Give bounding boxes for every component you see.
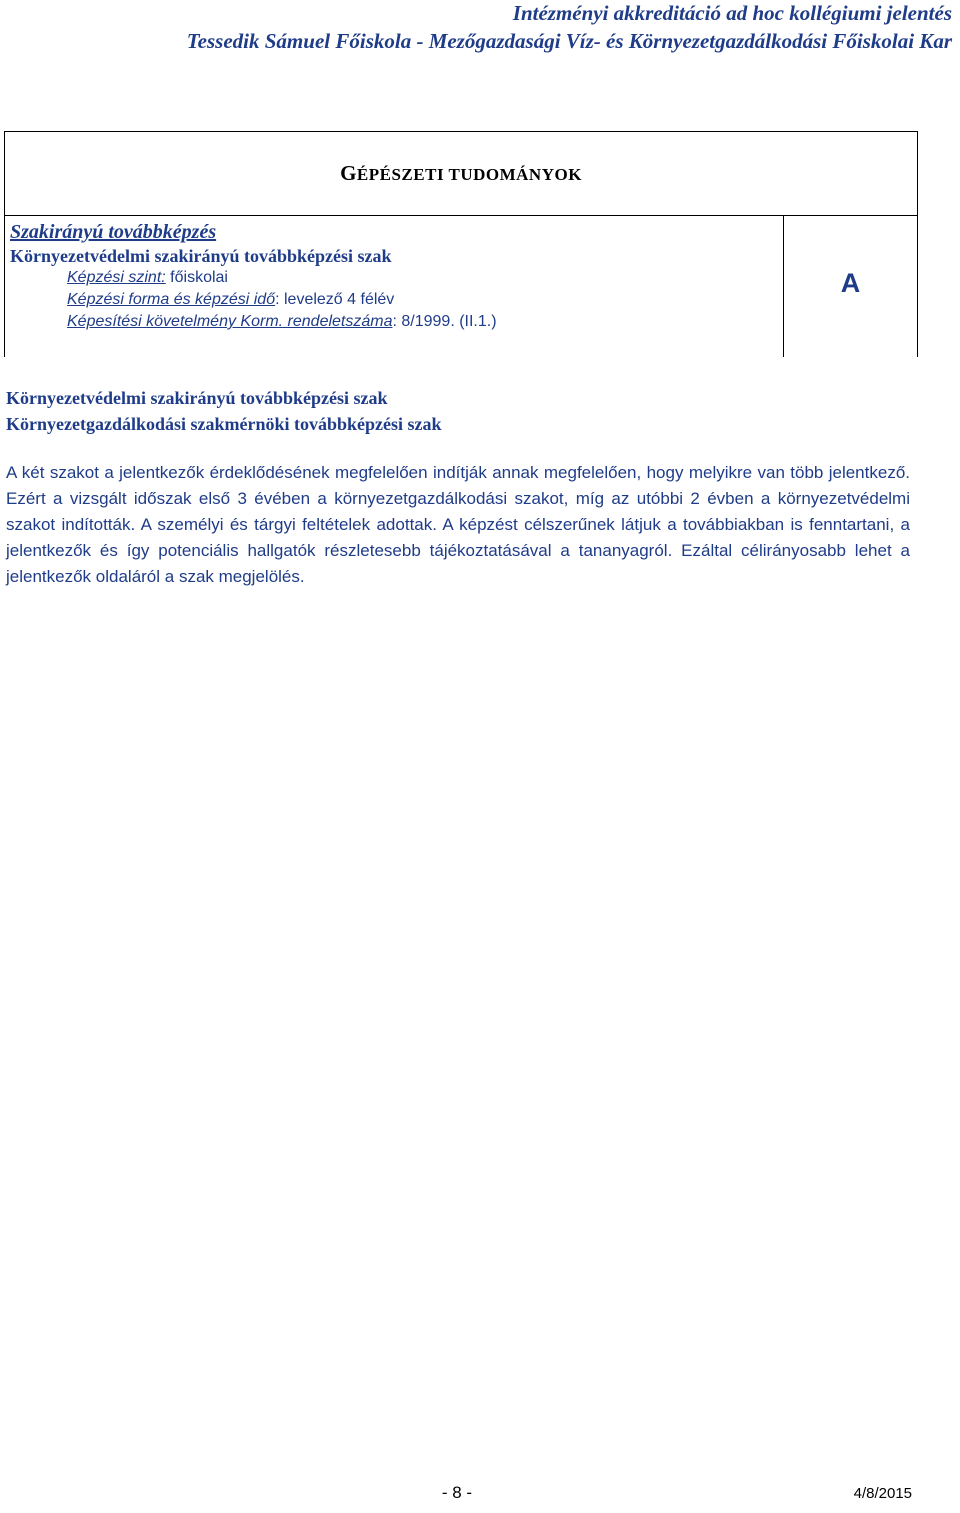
program-name: Környezetvédelmi szakirányú továbbképzési szak [10, 246, 392, 266]
field-title-initial: G [340, 161, 357, 185]
training-form-value: : levelező 4 félév [275, 291, 395, 308]
training-level [10, 267, 780, 289]
evaluation-paragraph: A két szakot a jelentkezők érdeklődésének megfelelően indítják annak megfelelően, hogy melyikre van több jelentkező. Ezért a vizsgált időszak első 3 évében a környezetgazdálkodási szakot, míg az utóbbi 2 évben a környezetvédelmi szakot indították. A személyi és tárgyi feltételek adottak. A képzést célszerűnek látjuk a továbbiakban is fenntartani, a jelentkezők és így potenciális hallgatók részletesebb tájékoztatásával a tananyagról. Ezáltal célirányosabb lehet a jelentkezők oldaláról a szak megjelölés. [6, 463, 910, 586]
program-table [4, 131, 918, 361]
training-form-label: Képzési forma és képzési idő [67, 291, 276, 308]
program-list-item: Környezetvédelmi szakirányú továbbképzési szak [6, 388, 388, 408]
program-list-item: Környezetgazdálkodási szakmérnöki továbbképzési szak [6, 414, 442, 434]
qualification-requirement-value: : 8/1999. (II.1.) [392, 313, 497, 330]
header-report-title: Intézményi akkreditáció ad hoc kollégiumi jelentés [512, 1, 952, 25]
table-border-top [4, 131, 918, 132]
training-level-value: főiskolai [165, 269, 228, 286]
accreditation-grade: A [840, 268, 861, 298]
training-level-label: Képzési szint: [67, 269, 166, 286]
qualification-requirement-label: Képesítési követelmény Korm. rendeletszáma [67, 313, 393, 330]
program-list [6, 385, 442, 437]
qualification-requirement [10, 311, 780, 333]
program-details [10, 219, 780, 333]
training-form [10, 289, 780, 311]
field-title [4, 161, 918, 186]
table-border-row [4, 215, 918, 216]
program-type: Szakirányú továbbképzés [10, 221, 217, 243]
header-institution: Tessedik Sámuel Főiskola - Mezőgazdasági Víz- és Környezetgazdálkodási Főiskolai Kar [186, 29, 952, 53]
field-title-rest: ÉPÉSZETI TUDOMÁNYOK [356, 165, 582, 184]
page-number: - 8 - [441, 1483, 473, 1502]
footer-date: 4/8/2015 [853, 1485, 912, 1502]
